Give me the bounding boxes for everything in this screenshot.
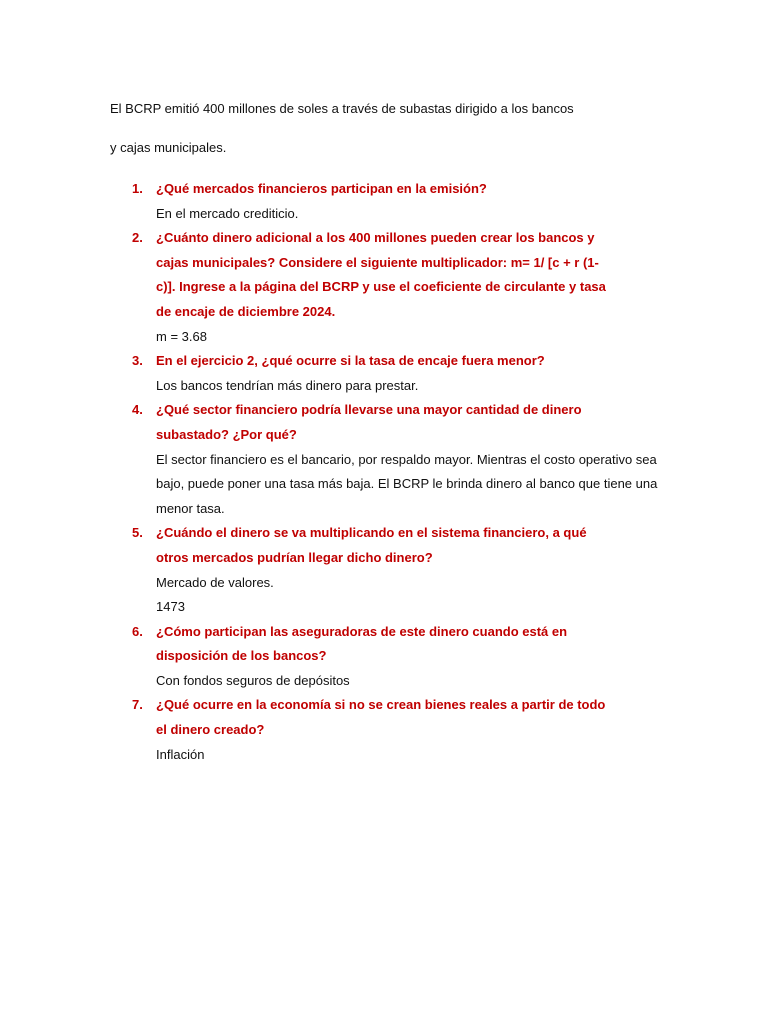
question-list <box>0 177 768 767</box>
question-item-5 <box>0 521 768 619</box>
question-item-4 <box>0 398 768 521</box>
question-item-1 <box>0 177 768 226</box>
answer-text: m = 3.68 <box>156 328 207 344</box>
question-line: ¿Cuándo el dinero se va multiplicando en el sistema financiero, a qué <box>156 525 587 541</box>
question-line: ¿Qué ocurre en la economía si no se crean bienes reales a partir de todo <box>156 697 606 713</box>
question-line: otros mercados pudrían llegar dicho dinero? <box>156 549 433 565</box>
question-text <box>156 693 606 742</box>
question-text <box>156 620 596 669</box>
question-line: subastado? ¿Por qué? <box>156 426 297 442</box>
question-line: cajas municipales? Considere el siguiente multiplicador: m= 1/ [c + r (1- <box>156 254 599 270</box>
question-text <box>156 177 596 202</box>
question-line: ¿Qué sector financiero podría llevarse una mayor cantidad de dinero <box>156 402 582 418</box>
answer-text: Inflación <box>156 746 205 762</box>
question-number: 5. <box>132 525 143 541</box>
question-item-2 <box>0 226 768 349</box>
answer-text: En el mercado crediticio. <box>156 205 299 221</box>
answer-text: El sector financiero es el bancario, por respaldo mayor. Mientras el costo operativo sea bajo, puede poner una tasa más baja. El BCRP le brinda dinero al banco que tiene una menor tasa. <box>156 451 658 516</box>
question-item-7 <box>0 693 768 767</box>
intro-line-2: y cajas municipales. <box>110 140 227 155</box>
question-number: 4. <box>132 402 143 418</box>
question-line: el dinero creado? <box>156 722 265 738</box>
question-number: 3. <box>132 353 143 369</box>
question-line: ¿Cuánto dinero adicional a los 400 millones pueden crear los bancos y <box>156 230 595 246</box>
question-text <box>156 226 606 324</box>
answer-text: Con fondos seguros de depósitos <box>156 672 350 688</box>
question-number: 7. <box>132 697 143 713</box>
question-item-6 <box>0 620 768 694</box>
question-line: En el ejercicio 2, ¿qué ocurre si la tasa de encaje fuera menor? <box>156 353 545 369</box>
question-item-3 <box>0 349 768 398</box>
question-line: ¿Qué mercados financieros participan en la emisión? <box>156 181 487 196</box>
question-line: de encaje de diciembre 2024. <box>156 303 336 319</box>
answer-text: Mercado de valores. <box>156 574 274 590</box>
question-number: 2. <box>132 230 143 246</box>
question-line: ¿Cómo participan las aseguradoras de este dinero cuando está en <box>156 623 568 639</box>
question-number: 1. <box>132 181 143 196</box>
answer-text: Los bancos tendrían más dinero para prestar. <box>156 377 419 393</box>
question-text <box>156 398 596 447</box>
question-number: 6. <box>132 623 143 639</box>
answer-text: 1473 <box>156 599 185 615</box>
intro-line-1: El BCRP emitió 400 millones de soles a través de subastas dirigido a los bancos <box>110 101 574 116</box>
question-line: c)]. Ingrese a la página del BCRP y use el coeficiente de circulante y tasa <box>156 279 606 295</box>
question-text <box>156 349 596 374</box>
question-line: disposición de los bancos? <box>156 648 327 664</box>
question-text <box>156 521 596 570</box>
